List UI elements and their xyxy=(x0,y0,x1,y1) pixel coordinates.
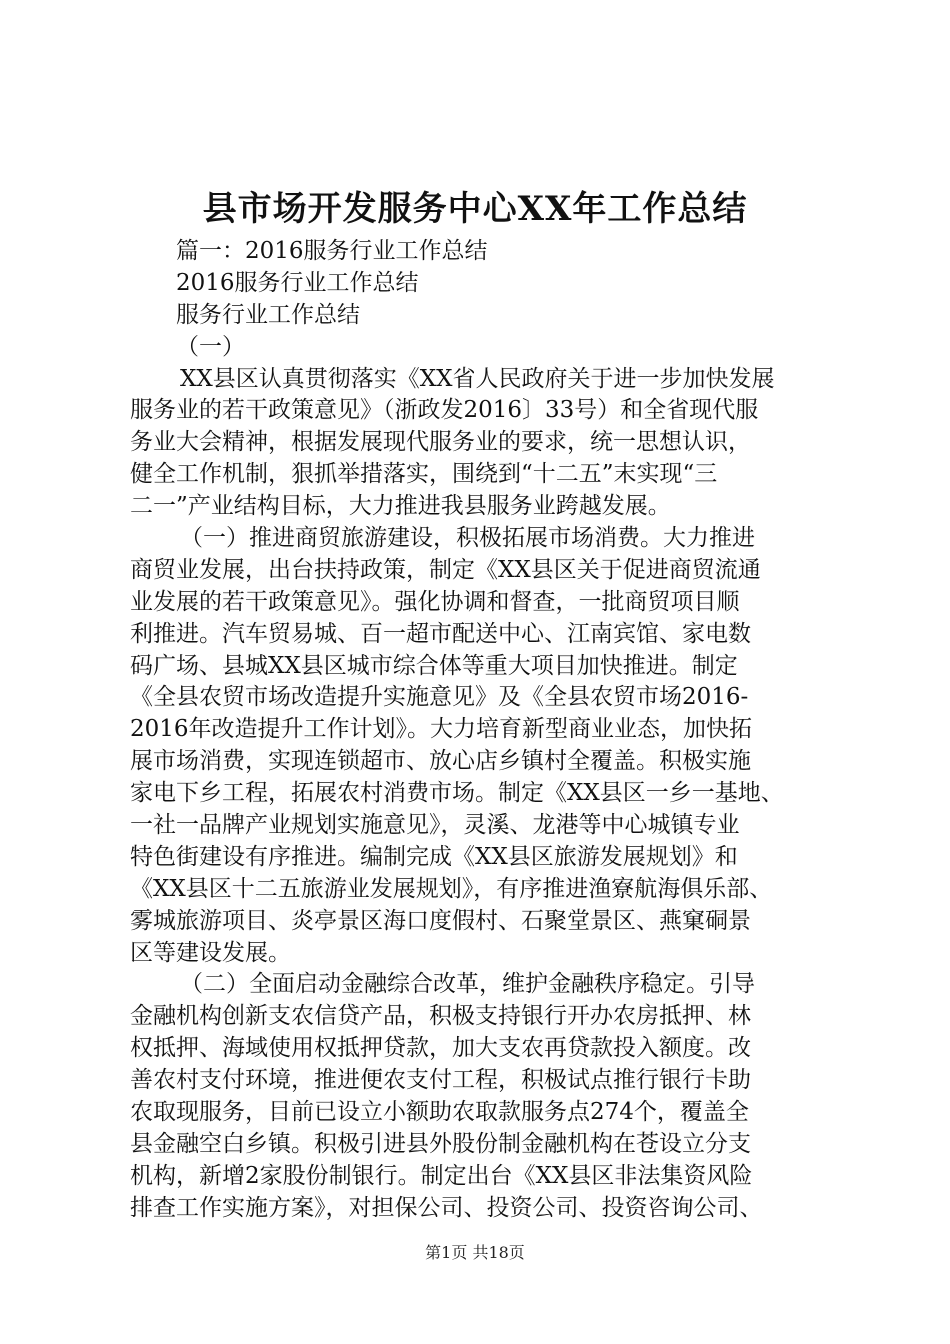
text-line: XX县区认真贯彻落实《XX省人民政府关于进一步加快发展 xyxy=(180,365,775,392)
text-line: 《全县农贸市场改造提升实施意见》及《全县农贸市场2016- xyxy=(130,684,749,711)
text-line: 务业大会精神，根据发展现代服务业的要求，统一思想认识， xyxy=(130,429,751,456)
text-line: （一） xyxy=(176,333,245,360)
text-line: 特色街建设有序推进。编制完成《XX县区旅游发展规划》和 xyxy=(130,843,738,870)
text-line: 区等建设发展。 xyxy=(130,939,291,966)
text-line: （一）推进商贸旅游建设，积极拓展市场消费。大力推进 xyxy=(180,525,755,552)
page-footer: 第1页 共18页 xyxy=(425,1243,525,1262)
text-line: 雾城旅游项目、炎亭景区海口度假村、石聚堂景区、燕窠硐景 xyxy=(130,907,751,934)
text-line: （二）全面启动金融综合改革，维护金融秩序稳定。引导 xyxy=(180,971,755,998)
text-line: 服务业的若干政策意见》（浙政发2016〕33号）和全省现代服 xyxy=(130,397,759,424)
text-line: 农取现服务，目前已设立小额助农取款服务点274个，覆盖全 xyxy=(130,1099,749,1126)
text-line: 篇一：2016服务行业工作总结 xyxy=(176,238,488,264)
text-line: 商贸业发展，出台扶持政策，制定《XX县区关于促进商贸流通 xyxy=(130,556,761,583)
text-line: 服务行业工作总结 xyxy=(176,301,360,328)
text-line: 码广场、县城XX县区城市综合体等重大项目加快推进。制定 xyxy=(130,652,738,679)
text-line: 利推进。汽车贸易城、百一超市配送中心、江南宾馆、家电数 xyxy=(130,620,751,647)
text-line: 金融机构创新支农信贷产品，积极支持银行开办农房抵押、林 xyxy=(130,1003,751,1030)
text-line: 2016服务行业工作总结 xyxy=(176,269,419,296)
text-line: 家电下乡工程，拓展农村消费市场。制定《XX县区一乡一基地、 xyxy=(130,780,784,807)
text-line: 善农村支付环境，推进便农支付工程，积极试点推行银行卡助 xyxy=(130,1067,751,1094)
text-line: 《XX县区十二五旅游业发展规划》，有序推进渔寮航海俱乐部、 xyxy=(130,875,773,902)
text-line: 排查工作实施方案》，对担保公司、投资公司、投资咨询公司、 xyxy=(130,1194,763,1221)
text-line: 健全工作机制，狠抓举措落实，围绕到“十二五”末实现“三 xyxy=(130,461,718,488)
document-title: 县市场开发服务中心XX年工作总结 xyxy=(202,189,748,229)
document-body xyxy=(130,236,830,1225)
text-line: 业发展的若干政策意见》。强化协调和督查，一批商贸项目顺 xyxy=(130,588,740,615)
text-line: 展市场消费，实现连锁超市、放心店乡镇村全覆盖。积极实施 xyxy=(130,748,751,775)
text-line: 县金融空白乡镇。积极引进县外股份制金融机构在苍设立分支 xyxy=(130,1130,751,1157)
text-line: 二一”产业结构目标，大力推进我县服务业跨越发展。 xyxy=(130,493,671,520)
text-line: 2016年改造提升工作计划》。大力培育新型商业业态，加快拓 xyxy=(130,716,753,743)
text-line: 权抵押、海域使用权抵押贷款，加大支农再贷款投入额度。改 xyxy=(130,1035,751,1062)
text-line: 机构，新增2家股份制银行。制定出台《XX县区非法集资风险 xyxy=(130,1162,753,1189)
text-line: 一社一品牌产业规划实施意见》，灵溪、龙港等中心城镇专业 xyxy=(130,812,740,839)
